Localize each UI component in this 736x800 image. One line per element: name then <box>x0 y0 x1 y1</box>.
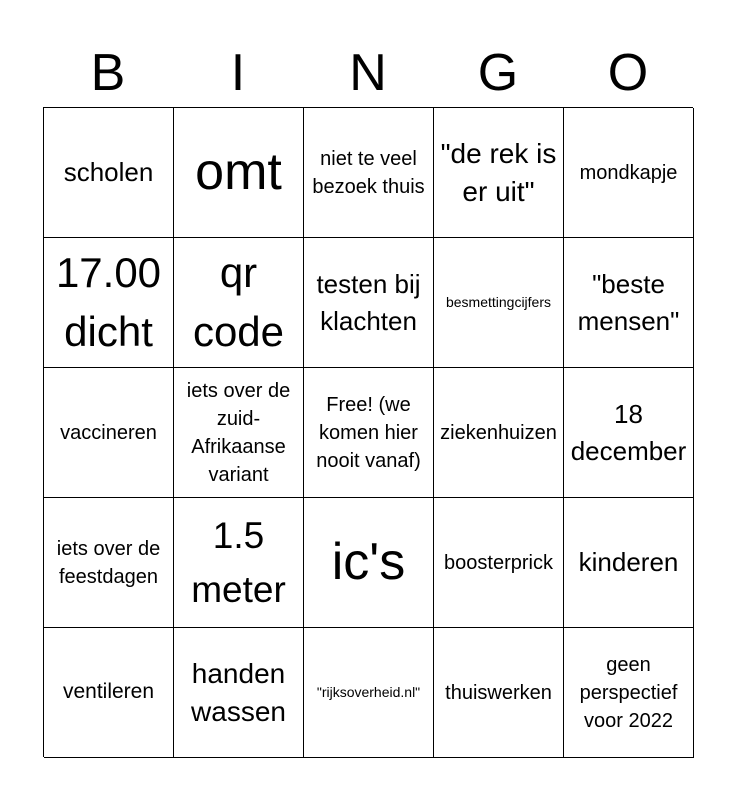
bingo-cell-r3-c2[interactable] <box>174 368 304 498</box>
cell-label: kinderen <box>578 547 679 578</box>
bingo-cell-r1-c2[interactable] <box>174 108 304 238</box>
cell-label: thuiswerken <box>445 681 552 704</box>
bingo-cell-r1-c5[interactable] <box>564 108 694 238</box>
cell-label: ventileren <box>62 680 155 704</box>
header-letter-i: I <box>230 44 246 102</box>
bingo-cell-r2-c2[interactable] <box>174 238 304 368</box>
cell-label: "beste mensen" <box>577 269 680 336</box>
cell-label: vaccineren <box>60 421 157 444</box>
bingo-cell-r2-c5[interactable] <box>564 238 694 368</box>
cell-label: 18 december <box>570 399 687 466</box>
bingo-cell-r1-c3[interactable] <box>304 108 434 238</box>
header-letter-b: B <box>90 44 126 102</box>
cell-label: boosterprick <box>444 551 553 574</box>
cell-label: iets over de zuid-Afrikaanse variant <box>186 379 291 486</box>
bingo-cell-r3-c4[interactable] <box>434 368 564 498</box>
cell-label: "rijksoverheid.nl" <box>316 683 421 700</box>
bingo-cell-r3-c1[interactable] <box>44 368 174 498</box>
bingo-cell-r1-c4[interactable] <box>434 108 564 238</box>
cell-label: testen bij klachten <box>316 269 421 336</box>
cell-label: 1.5 meter <box>191 514 286 610</box>
cell-label: iets over de feestdagen <box>56 537 161 588</box>
cell-label: scholen <box>63 157 154 188</box>
cell-label: omt <box>195 143 282 202</box>
cell-label: qr code <box>192 248 285 355</box>
header-letter-n: N <box>349 44 387 102</box>
bingo-cell-r5-c3[interactable] <box>304 628 434 758</box>
bingo-cell-r1-c1[interactable] <box>44 108 174 238</box>
bingo-cell-r5-c5[interactable] <box>564 628 694 758</box>
bingo-cell-r5-c4[interactable] <box>434 628 564 758</box>
bingo-cell-r4-c1[interactable] <box>44 498 174 628</box>
cell-label: niet te veel bezoek thuis <box>312 147 425 198</box>
bingo-cell-r5-c1[interactable] <box>44 628 174 758</box>
bingo-cell-r4-c2[interactable] <box>174 498 304 628</box>
header-letter-o: O <box>607 44 649 102</box>
bingo-header <box>43 40 693 106</box>
cell-label: ziekenhuizen <box>440 421 557 444</box>
cell-label: mondkapje <box>579 161 678 184</box>
bingo-cell-r3-c3[interactable] <box>304 368 434 498</box>
cell-label: Free! (we komen hier nooit vanaf) <box>316 393 421 472</box>
cell-label: besmettingcijfers <box>445 293 552 310</box>
bingo-cell-r4-c4[interactable] <box>434 498 564 628</box>
bingo-cell-r4-c5[interactable] <box>564 498 694 628</box>
cell-label: 17.00 dicht <box>55 248 162 355</box>
cell-label: handen wassen <box>191 657 286 727</box>
bingo-cell-r2-c3[interactable] <box>304 238 434 368</box>
header-letter-g: G <box>477 44 519 102</box>
bingo-cell-r5-c2[interactable] <box>174 628 304 758</box>
bingo-cell-r2-c1[interactable] <box>44 238 174 368</box>
bingo-cell-r4-c3[interactable] <box>304 498 434 628</box>
cell-label: "de rek is er uit" <box>440 137 557 207</box>
bingo-cell-r3-c5[interactable] <box>564 368 694 498</box>
cell-label: geen perspectief voor 2022 <box>579 653 678 732</box>
cell-label: ic's <box>331 533 406 592</box>
bingo-board <box>43 107 693 757</box>
bingo-cell-r2-c4[interactable] <box>434 238 564 368</box>
